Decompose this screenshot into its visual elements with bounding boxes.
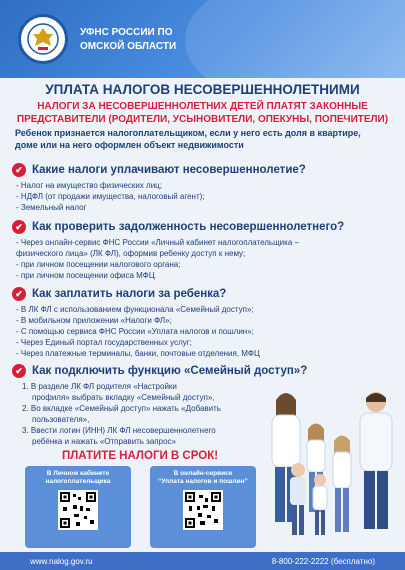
section-list (12, 180, 397, 213)
section-question: Как проверить задолженность несовершеннолетнего? (32, 221, 345, 233)
list-item: - при личном посещении офиса МФЦ (16, 271, 155, 280)
header-banner (0, 0, 405, 78)
intro-line2: доме или на него оформлен объект недвижимости (15, 140, 244, 150)
list-item: ребёнка и нажать «Отправить запрос» (32, 437, 176, 446)
list-item: - В ЛК ФЛ с использованием функционала «Семейный доступ»; (16, 305, 254, 314)
section-how-to-pay (12, 287, 397, 359)
section-list (12, 304, 397, 359)
footer-website-link[interactable]: www.nalog.gov.ru (30, 556, 93, 566)
section-list (12, 237, 402, 281)
qr-code-icon[interactable] (183, 490, 223, 530)
list-item: - В мобильном приложении «Налоги ФЛ»; (16, 316, 172, 325)
card-tax-payment-service[interactable] (150, 466, 256, 548)
section-heading (12, 220, 402, 234)
subtitle-line2: ПРЕДСТАВИТЕЛИ (РОДИТЕЛИ, УСЫНОВИТЕЛИ, ОПЕКУНЫ, ПОПЕЧИТЕЛИ) (16, 114, 389, 125)
subtitle-line1: НАЛОГИ ЗА НЕСОВЕРШЕННОЛЕТНИХ ДЕТЕЙ ПЛАТЯТ ЗАКОННЫЕ (37, 101, 368, 112)
list-item: - при личном посещении налогового органа; (16, 260, 181, 269)
list-item: - С помощью сервиса ФНС России «Уплата налогов и пошлин»; (16, 327, 254, 336)
section-heading (12, 163, 397, 177)
list-item: 1. В разделе ЛК ФЛ родителя «Настройки (22, 382, 177, 391)
page-subtitle (15, 100, 390, 126)
pay-on-time-slogan: ПЛАТИТЕ НАЛОГИ В СРОК! (61, 450, 219, 462)
list-item: - НДФЛ (от продажи имущества, налоговый агент); (16, 192, 205, 201)
card-label-line1: В Личном кабинете (46, 470, 110, 477)
list-item: пользователя», (32, 415, 90, 424)
check-icon: ✔ (12, 287, 26, 301)
list-item: профиля» выбрать вкладку «Семейный доступ», (32, 393, 215, 402)
intro-line1: Ребенок признается налогоплательщиком, если у него есть доля в квартире, (15, 128, 361, 138)
section-heading (12, 287, 397, 301)
list-item: физического лица» (ЛК ФЛ), оформив ребенку доступ к нему; (16, 249, 246, 258)
section-question: Какие налоги уплачивают несовершеннолетие? (32, 164, 306, 176)
card-label-line2: “Уплата налогов и пошлин” (158, 478, 248, 485)
qr-code-icon[interactable] (58, 490, 98, 530)
check-icon: ✔ (12, 364, 26, 378)
fns-emblem-icon (18, 14, 68, 64)
header-org-line1: УФНС РОССИИ ПО (80, 27, 173, 38)
list-item: - Налог на имущество физических лиц; (16, 181, 162, 190)
card-label-line2: налогоплательщика (45, 478, 111, 485)
card-label-line1: В онлайн-сервисе (173, 470, 233, 477)
header-org-name (80, 26, 240, 54)
list-item: - Через платежные терминалы, банки, почтовые отделения, МФЦ (16, 349, 260, 358)
list-item: - Через Единый портал государственных услуг; (16, 338, 192, 347)
section-taxes (12, 163, 397, 213)
list-item: 2. Во вкладке «Семейный доступ» нажать «Добавить (22, 404, 221, 413)
list-item: - Земельный налог (16, 203, 87, 212)
section-heading (12, 364, 312, 378)
check-icon: ✔ (12, 220, 26, 234)
check-icon: ✔ (12, 163, 26, 177)
header-org-line2: ОМСКОЙ ОБЛАСТИ (80, 41, 177, 52)
card-personal-account[interactable] (25, 466, 131, 548)
list-item: - Через онлайн-сервис ФНС России «Личный кабинет налогоплательщика – (16, 238, 299, 247)
page-title: УПЛАТА НАЛОГОВ НЕСОВЕРШЕННОЛЕТНИМИ (45, 82, 360, 97)
intro-text (15, 127, 395, 151)
list-item: 3. Ввести логин (ИНН) ЛК ФЛ несовершеннолетнего (22, 426, 216, 435)
footer-bar (0, 552, 405, 570)
section-check-debt (12, 220, 402, 281)
section-question: Как подключить функцию «Семейный доступ»? (32, 365, 308, 377)
family-illustration (258, 382, 403, 540)
section-question: Как заплатить налоги за ребенка? (32, 288, 227, 300)
footer-phone: 8-800-222-2222 (бесплатно) (271, 556, 375, 566)
